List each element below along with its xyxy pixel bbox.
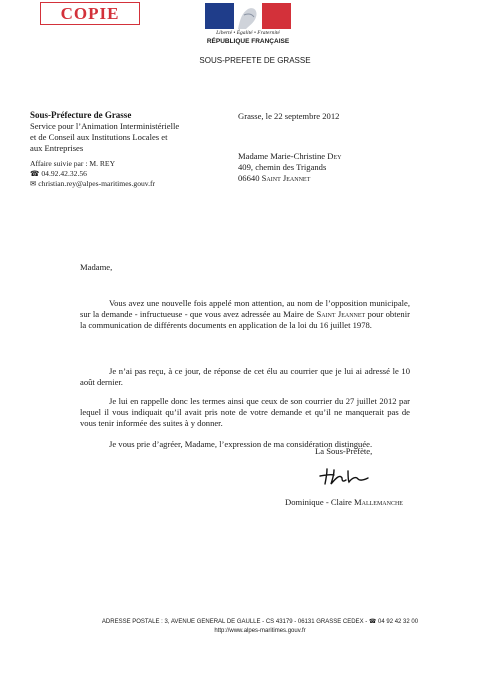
phone-number: 04.92.42.32.56 (41, 169, 87, 178)
motto: Liberté • Égalité • Fraternité (216, 30, 280, 36)
republic-label: RÉPUBLIQUE FRANÇAISE (206, 38, 290, 45)
recipient-street: 409, chemin des Trigands (238, 162, 327, 172)
phone-line (30, 169, 230, 179)
signatory-name: Dominique - Claire Mallemanche (285, 497, 403, 507)
footer (60, 618, 460, 636)
sender-service: Service pour l’Animation Interministérielle (30, 121, 180, 131)
recipient-block (238, 151, 341, 184)
signatory-title: La Sous-Préfète, (315, 446, 373, 456)
sender-service: et de Conseil aux Institutions Locales et (30, 132, 168, 142)
email-icon: ✉ (30, 179, 37, 188)
recipient-city: 06640 Saint Jeannet (238, 173, 311, 183)
paragraph-4: Je vous prie d’agréer, Madame, l’expression de ma considération distinguée. (109, 439, 373, 449)
contact-block (30, 159, 230, 189)
email-address[interactable]: christian.rey@alpes-maritimes.gouv.fr (38, 179, 156, 188)
footer-website[interactable]: http://www.alpes-maritimes.gouv.fr (214, 628, 306, 634)
handwritten-signature (318, 466, 378, 486)
letter-date: Grasse, le 22 septembre 2012 (238, 111, 340, 121)
phone-icon: ☎ (30, 169, 40, 178)
recipient-name: Madame Marie-Christine Dey (238, 151, 342, 161)
paragraph-2: Je n’ai pas reçu, à ce jour, de réponse de cet élu au courrier que je lui ai adressé le 10 août dernier. (80, 366, 410, 387)
sender-title: Sous-Préfecture de Grasse (30, 110, 132, 120)
office-header: SOUS-PREFETE DE GRASSE (199, 56, 311, 65)
copy-stamp: COPIE (40, 2, 140, 25)
tricolor-flag (205, 3, 291, 29)
marianne-logo (203, 3, 293, 53)
salutation: Madame, (80, 262, 113, 272)
paragraph-3: Je lui en rappelle donc les termes ainsi que ceux de son courrier du 27 juillet 2012 par lequel il vous indiquait qu’il avait pris note de votre demande et qu’il ne manquerait pas de vous tenir informée des suites à y donner. (80, 396, 410, 428)
sender-service: aux Entreprises (30, 143, 84, 153)
footer-address: ADRESSE POSTALE : 3, AVENUE GENERAL DE GAULLE - CS 43179 - 06131 GRASSE CEDEX - ☎ 04 92 42 32 00 (101, 619, 419, 625)
email-line (30, 179, 230, 189)
paragraph-1: Vous avez une nouvelle fois appelé mon attention, au nom de l’opposition municipale, sur la demande - infructueuse - que vous avez adressée au Maire de Saint Jeannet pour obtenir la communication de différents documents en application de la loi du 16 juillet 1978. (80, 298, 410, 330)
sender-block (30, 110, 220, 154)
followed-by: Affaire suivie par : M. REY (30, 159, 116, 168)
